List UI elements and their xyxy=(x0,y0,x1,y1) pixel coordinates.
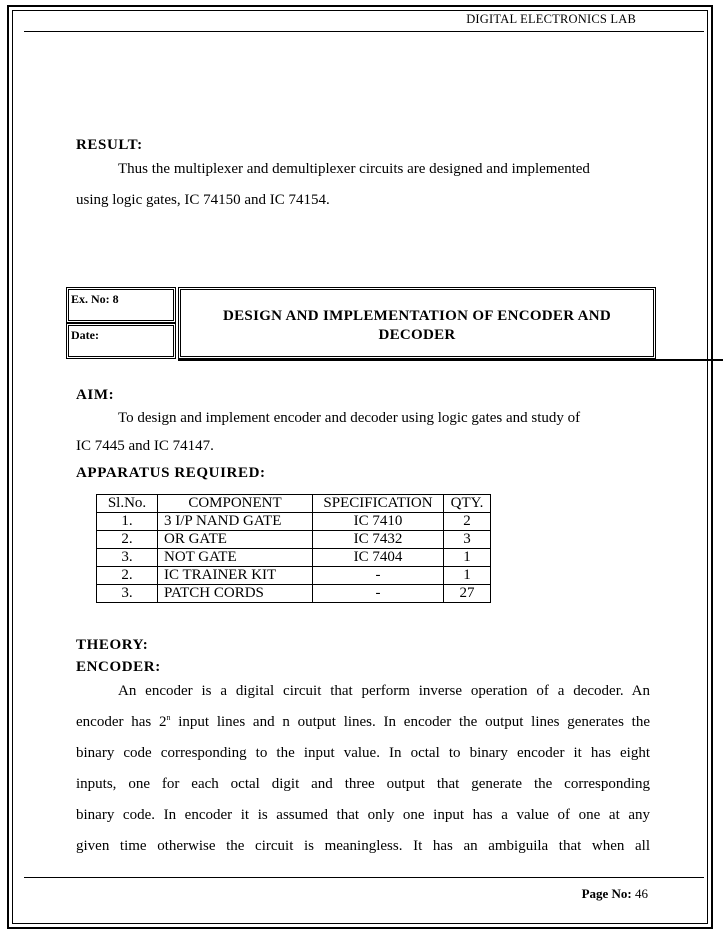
exercise-title-line-2: DECODER xyxy=(378,327,456,343)
date-cell xyxy=(66,323,176,359)
table-header-row xyxy=(97,495,491,513)
table-row xyxy=(97,531,491,549)
theory-line-1: An encoder is a digital circuit that perform inverse operation of a decoder. An xyxy=(118,683,650,699)
exercise-header-box xyxy=(66,287,656,359)
page-number-value: 46 xyxy=(635,886,648,901)
col-header-slno: Sl.No. xyxy=(97,495,158,513)
cell-qty: 1 xyxy=(444,567,491,585)
theory-line-5: binary code. In encoder it is assumed that only one input has a value of one at any xyxy=(76,807,650,823)
apparatus-heading: APPARATUS REQUIRED: xyxy=(76,465,266,481)
theory-line-4: inputs, one for each octal digit and three output that generate the corresponding xyxy=(76,776,650,792)
theory-line-2 xyxy=(76,715,650,730)
result-line-1: Thus the multiplexer and demultiplexer circuits are designed and implemented xyxy=(118,161,590,177)
theory-heading: THEORY: xyxy=(76,637,149,653)
exercise-title-line-1: DESIGN AND IMPLEMENTATION OF ENCODER AND xyxy=(222,308,611,324)
cell-slno: 3. xyxy=(97,585,158,603)
cell-slno: 2. xyxy=(97,531,158,549)
cell-specification: IC 7404 xyxy=(313,549,444,567)
apparatus-table xyxy=(96,494,491,603)
cell-slno: 2. xyxy=(97,567,158,585)
table-row xyxy=(97,513,491,531)
cell-specification: - xyxy=(313,585,444,603)
page-number-label: Page No: xyxy=(581,886,632,901)
date-label: Date: xyxy=(71,328,99,342)
cell-qty: 27 xyxy=(444,585,491,603)
cell-qty: 2 xyxy=(444,513,491,531)
table-row xyxy=(97,549,491,567)
cell-component: PATCH CORDS xyxy=(158,585,313,603)
cell-specification: IC 7432 xyxy=(313,531,444,549)
footer-rule xyxy=(24,877,704,878)
col-header-qty: QTY. xyxy=(444,495,491,513)
col-header-specification: SPECIFICATION xyxy=(313,495,444,513)
cell-component: 3 I/P NAND GATE xyxy=(158,513,313,531)
theory-line-6: given time otherwise the circuit is meaningless. It has an ambiguila that when all xyxy=(76,838,650,854)
cell-component: OR GATE xyxy=(158,531,313,549)
cell-qty: 1 xyxy=(444,549,491,567)
ex-no-cell xyxy=(66,287,176,323)
header-rule xyxy=(24,31,704,32)
page-number xyxy=(582,886,648,902)
aim-line-1: To design and implement encoder and decoder using logic gates and study of xyxy=(118,410,581,426)
col-header-component: COMPONENT xyxy=(158,495,313,513)
table-row xyxy=(97,567,491,585)
cell-slno: 3. xyxy=(97,549,158,567)
theory-line-2b: input lines and n output lines. In encoder the output lines generates the xyxy=(170,714,650,730)
result-heading: RESULT: xyxy=(76,137,143,153)
exercise-box-underline xyxy=(178,359,723,361)
ex-no-label: Ex. No: 8 xyxy=(71,292,119,306)
exercise-title xyxy=(178,287,656,359)
aim-heading: AIM: xyxy=(76,387,115,403)
cell-component: IC TRAINER KIT xyxy=(158,567,313,585)
cell-specification: IC 7410 xyxy=(313,513,444,531)
encoder-heading: ENCODER: xyxy=(76,659,161,675)
aim-line-2: IC 7445 and IC 74147. xyxy=(76,438,214,454)
cell-component: NOT GATE xyxy=(158,549,313,567)
theory-line-2a: encoder has 2 xyxy=(76,714,167,730)
cell-slno: 1. xyxy=(97,513,158,531)
cell-specification: - xyxy=(313,567,444,585)
theory-line-3: binary code corresponding to the input value. In octal to binary encoder it has eight xyxy=(76,745,650,761)
header-lab-name: DIGITAL ELECTRONICS LAB xyxy=(466,12,636,26)
table-row xyxy=(97,585,491,603)
theory-superscript-n: n xyxy=(166,713,171,722)
result-line-2: using logic gates, IC 74150 and IC 74154. xyxy=(76,192,330,208)
cell-qty: 3 xyxy=(444,531,491,549)
